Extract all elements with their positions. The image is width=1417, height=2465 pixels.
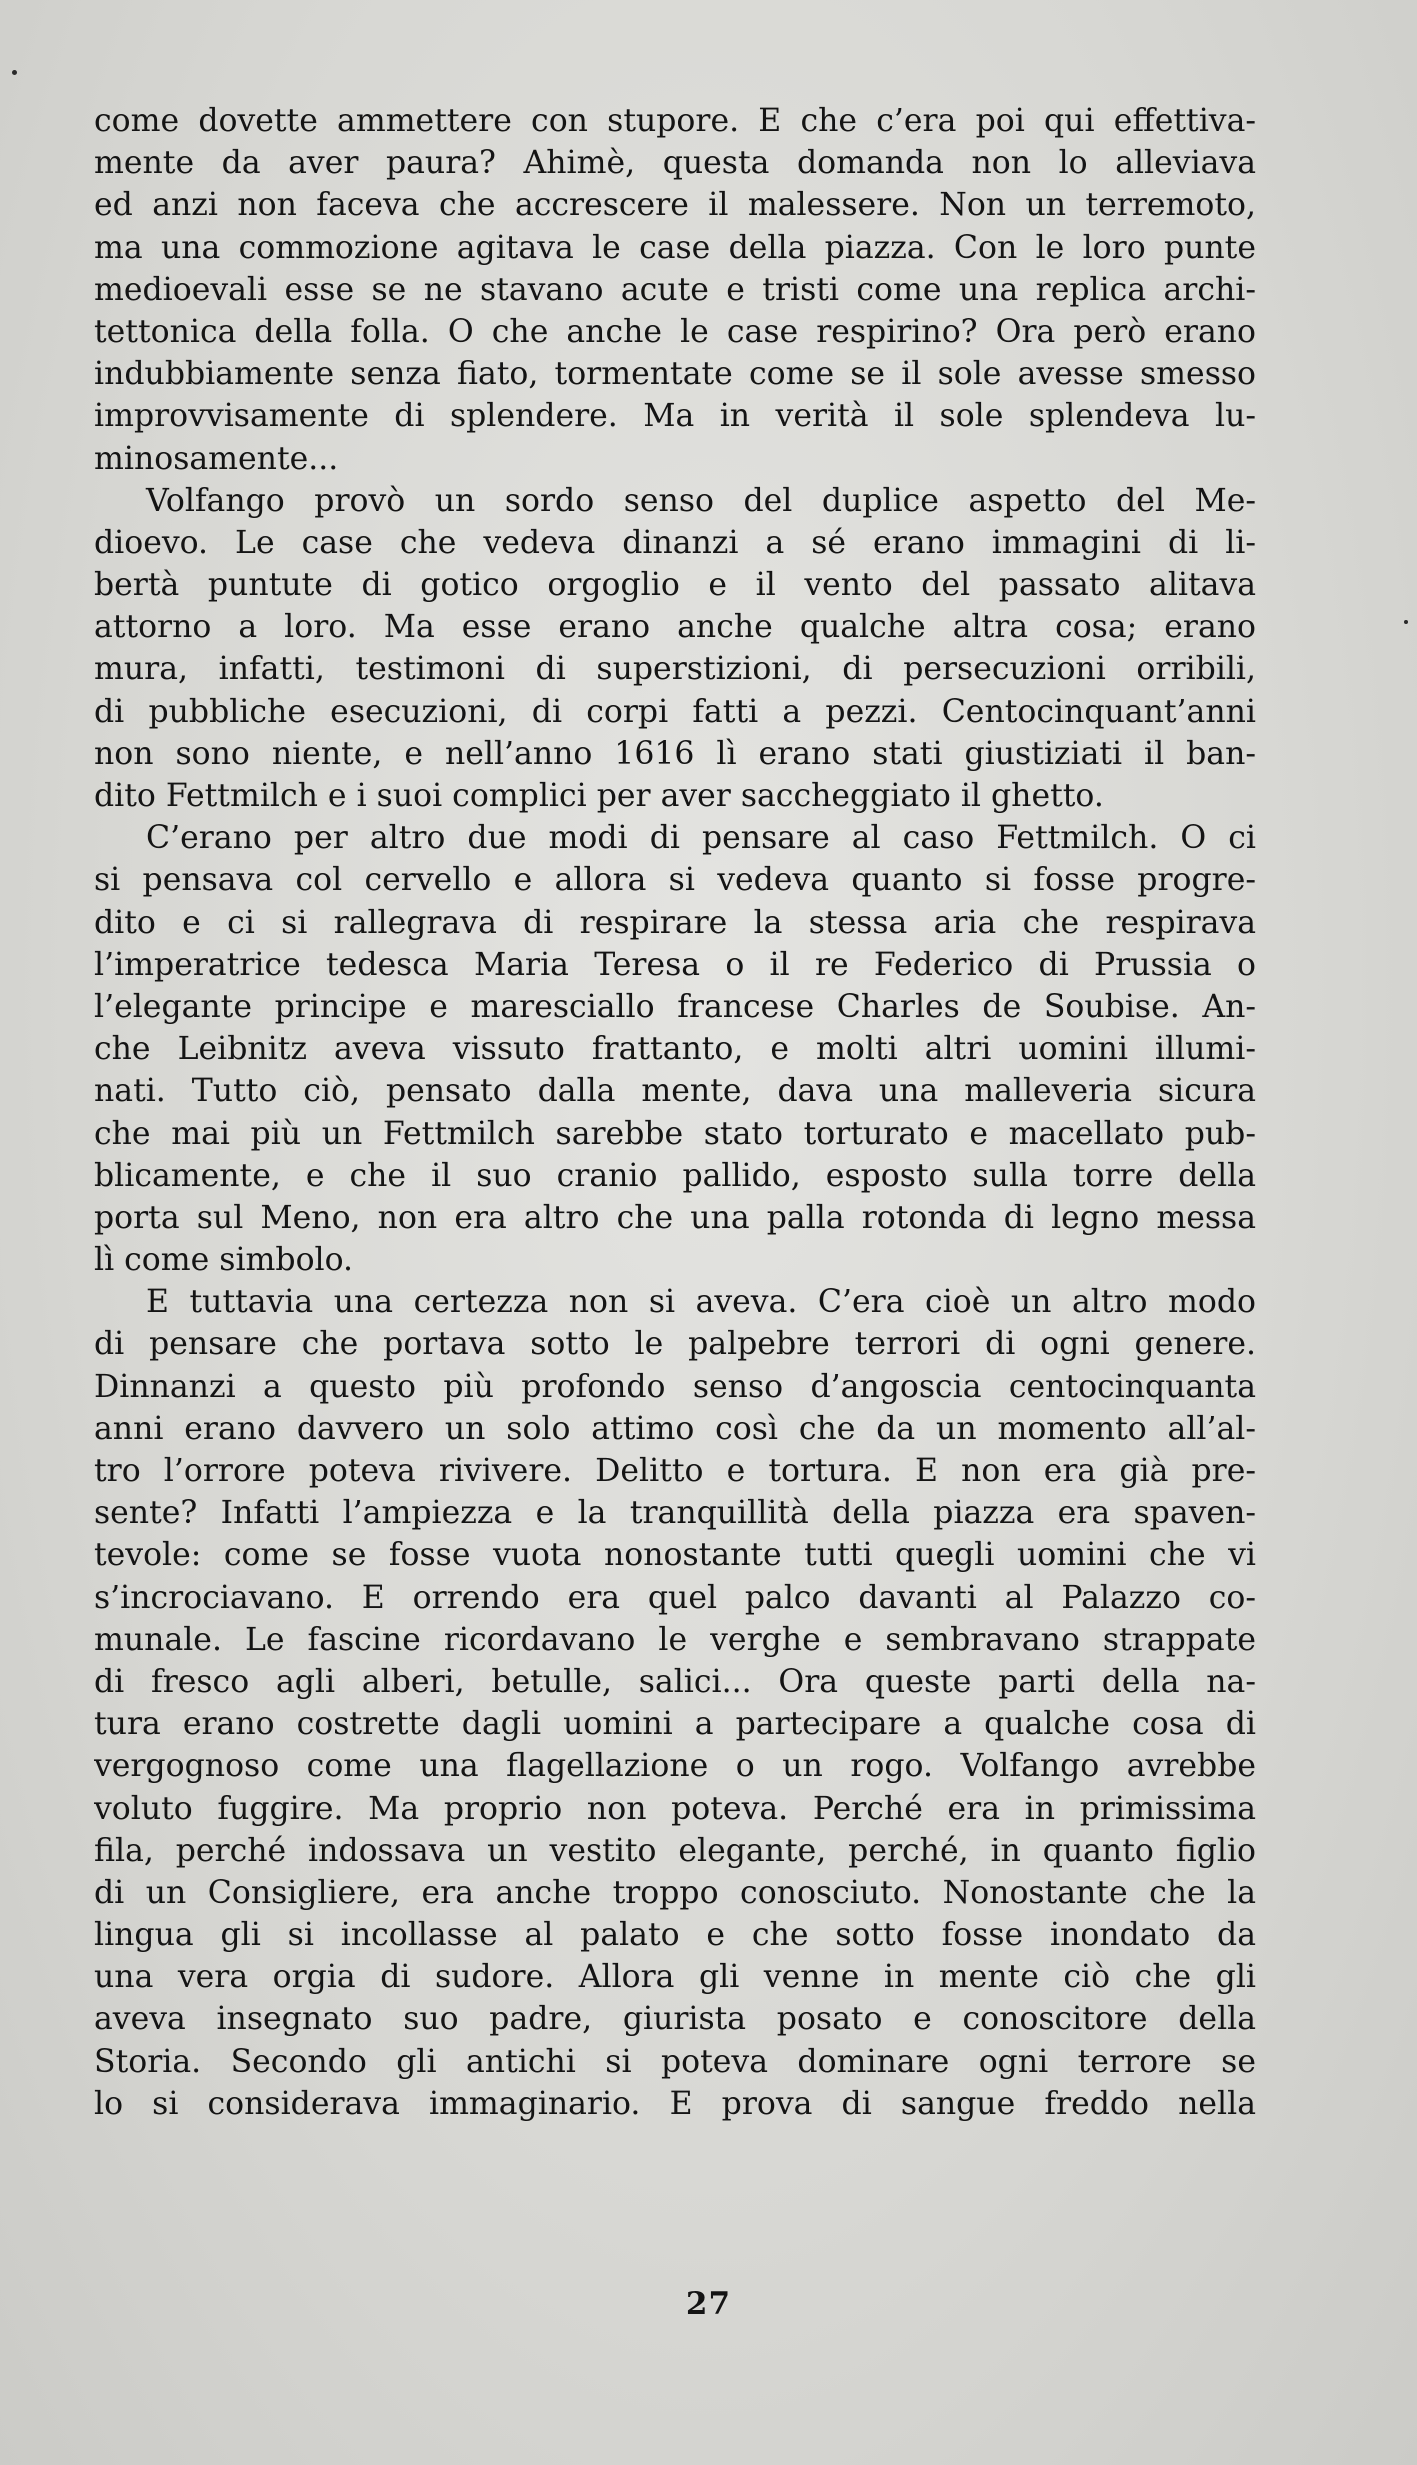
text-line: E tuttavia una certezza non si aveva. C’era cioè un altro modo (146, 1284, 1256, 1321)
text-line: attorno a loro. Ma esse erano anche qualche altra cosa; erano (94, 609, 1256, 646)
text-line: porta sul Meno, non era altro che una palla rotonda di legno messa (94, 1199, 1256, 1236)
paragraph-3 (94, 817, 1256, 1281)
text-line: Dinnanzi a questo più profondo senso d’angoscia centocinquanta (94, 1368, 1256, 1405)
print-speck (1404, 620, 1408, 624)
paragraph-4 (94, 1281, 1256, 2125)
text-line: tro l’orrore poteva rivivere. Delitto e tortura. E non era già pre- (94, 1453, 1256, 1489)
text-line: s’incrociavano. E orrendo era quel palco davanti al Palazzo co- (94, 1579, 1256, 1616)
text-line: ma una commozione agitava le case della piazza. Con le loro punte (94, 229, 1256, 266)
text-line: Volfango provò un sordo senso del duplice aspetto del Me- (146, 482, 1256, 519)
text-line: fila, perché indossava un vestito elegante, perché, in quanto figlio (94, 1832, 1256, 1869)
text-line: che Leibnitz aveva vissuto frattanto, e molti altri uomini illumi- (94, 1031, 1256, 1068)
text-line: C’erano per altro due modi di pensare al caso Fettmilch. O ci (146, 820, 1256, 857)
text-line: vergognoso come una flagellazione o un rogo. Volfango avrebbe (94, 1748, 1256, 1785)
text-line: mente da aver paura? Ahimè, questa domanda non lo alleviava (94, 145, 1256, 182)
print-speck (12, 70, 17, 75)
text-line: Storia. Secondo gli antichi si poteva dominare ogni terrore se (94, 2043, 1256, 2080)
text-line: di pubbliche esecuzioni, di corpi fatti a pezzi. Centocinquant’anni (94, 693, 1256, 730)
text-line: si pensava col cervello e allora si vedeva quanto si fosse progre- (94, 862, 1256, 899)
text-line: l’imperatrice tedesca Maria Teresa o il re Federico di Prussia o (94, 946, 1256, 983)
text-line: di pensare che portava sotto le palpebre terrori di ogni genere. (94, 1326, 1256, 1363)
text-line: lingua gli si incollasse al palato e che sotto fosse inondato da (94, 1917, 1256, 1954)
text-line: munale. Le fascine ricordavano le verghe e sembravano strappate (94, 1621, 1256, 1658)
text-line: voluto fuggire. Ma proprio non poteva. Perché era in primissima (94, 1790, 1256, 1827)
text-line: dito e ci si rallegrava di respirare la stessa aria che respirava (94, 904, 1256, 941)
text-line: mura, infatti, testimoni di superstizioni, di persecuzioni orribili, (94, 651, 1256, 688)
text-line: lo si considerava immaginario. E prova di sangue freddo nella (94, 2085, 1256, 2122)
text-line: una vera orgia di sudore. Allora gli venne in mente ciò che gli (94, 1959, 1256, 1996)
text-line: che mai più un Fettmilch sarebbe stato torturato e macellato pub- (94, 1115, 1256, 1152)
text-line: come dovette ammettere con stupore. E che c’era poi qui effettiva- (94, 103, 1256, 139)
text-line: minosamente... (94, 440, 339, 477)
text-line: blicamente, e che il suo cranio pallido, esposto sulla torre della (94, 1157, 1256, 1194)
text-line: di un Consigliere, era anche troppo conosciuto. Nonostante che la (94, 1874, 1256, 1911)
text-line: aveva insegnato suo padre, giurista posato e conoscitore della (94, 2001, 1256, 2038)
text-line: improvvisamente di splendere. Ma in verità il sole splendeva lu- (94, 398, 1256, 435)
text-line: anni erano davvero un solo attimo così che da un momento all’al- (94, 1410, 1256, 1447)
text-line: tettonica della folla. O che anche le case respirino? Ora però erano (94, 313, 1256, 350)
text-line: tura erano costrette dagli uomini a partecipare a qualche cosa di (94, 1706, 1256, 1743)
text-line: di fresco agli alberi, betulle, salici... Ora queste parti della na- (94, 1663, 1256, 1700)
paragraph-2 (94, 480, 1256, 818)
text-line: bertà puntute di gotico orgoglio e il vento del passato alitava (94, 567, 1256, 604)
paragraph-1 (94, 100, 1256, 480)
text-line: nati. Tutto ciò, pensato dalla mente, dava una malleveria sicura (94, 1073, 1256, 1110)
text-line: l’elegante principe e maresciallo francese Charles de Soubise. An- (94, 988, 1256, 1025)
text-line: sente? Infatti l’ampiezza e la tranquillità della piazza era spaven- (94, 1495, 1256, 1532)
text-line: medioevali esse se ne stavano acute e tristi come una replica archi- (94, 271, 1256, 308)
page-number: 27 (685, 2286, 732, 2322)
body-text (94, 100, 1256, 2125)
text-line: indubbiamente senza fiato, tormentate come se il sole avesse smesso (94, 356, 1256, 393)
text-line: lì come simbolo. (94, 1242, 354, 1279)
text-line: ed anzi non faceva che accrescere il malessere. Non un terremoto, (94, 187, 1256, 224)
text-line: dito Fettmilch e i suoi complici per aver saccheggiato il ghetto. (94, 778, 1104, 814)
text-line: non sono niente, e nell’anno 1616 lì erano stati giustiziati il ban- (94, 735, 1256, 772)
text-line: tevole: come se fosse vuota nonostante tutti quegli uomini che vi (94, 1537, 1256, 1574)
text-line: dioevo. Le case che vedeva dinanzi a sé erano immagini di li- (94, 524, 1256, 561)
